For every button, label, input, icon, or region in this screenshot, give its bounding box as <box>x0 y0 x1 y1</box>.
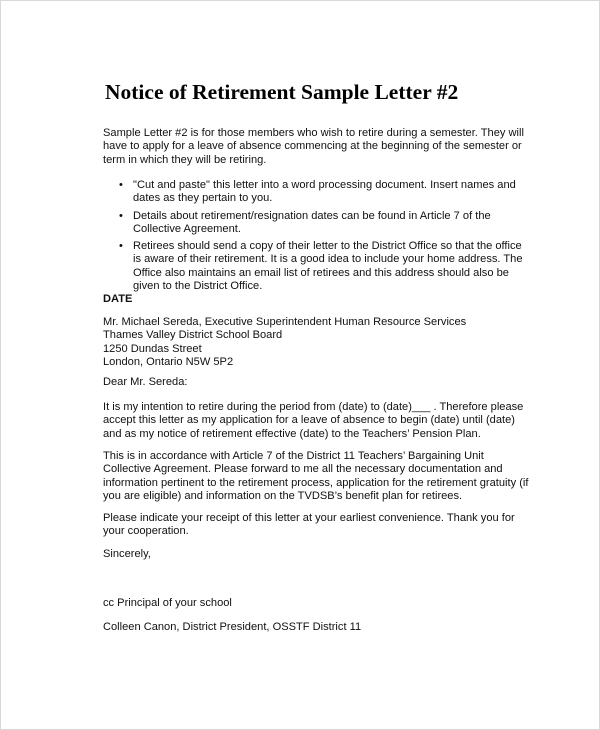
text-line: is aware of their retirement. It is a good idea to include your home address. The <box>133 253 523 266</box>
date-label: DATE <box>103 293 133 305</box>
address-line: Thames Valley District School Board <box>103 329 283 342</box>
bullet-icon: • <box>119 209 123 222</box>
instructions-list <box>103 179 523 297</box>
text-line: given to the District Office. <box>133 280 263 293</box>
bullet-icon: • <box>119 240 123 253</box>
text-line: have to apply for a leave of absence commencing at the beginning of the semester or <box>103 140 522 153</box>
address-line: 1250 Dundas Street <box>103 342 202 355</box>
text-line: Sample Letter #2 is for those members who wish to retire during a semester. They will <box>103 127 524 139</box>
body-paragraph-1 <box>103 401 523 441</box>
list-item <box>103 240 523 293</box>
text-line: This is in accordance with Article 7 of the District 11 Teachers’ Bargaining Unit <box>103 450 484 462</box>
text-line: "Cut and paste" this letter into a word processing document. Insert names and <box>133 179 516 191</box>
text-line: Retirees should send a copy of their letter to the District Office so that the office <box>133 240 522 253</box>
cc-line: cc Principal of your school <box>103 597 232 609</box>
cc-line: Colleen Canon, District President, OSSTF District 11 <box>103 621 362 633</box>
text-line: It is my intention to retire during the period from (date) to (date)___ . Therefore please <box>103 401 524 413</box>
page-title: Notice of Retirement Sample Letter #2 <box>105 80 459 104</box>
text-line: dates as they pertain to you. <box>133 192 273 205</box>
intro-paragraph <box>103 127 523 167</box>
text-line: you are eligible) and information on the TVDSB’s benefit plan for retirees. <box>103 489 463 502</box>
text-line: Collective Agreement. <box>133 222 241 235</box>
text-line: and as my notice of retirement effective (date) to the Teachers’ Pension Plan. <box>103 427 481 440</box>
address-line: London, Ontario N5W 5P2 <box>103 355 234 368</box>
text-line: Please indicate your receipt of this letter at your earliest convenience. Thank you for <box>103 512 515 524</box>
list-item <box>103 210 523 237</box>
salutation: Dear Mr. Sereda: <box>103 376 188 388</box>
text-line: Office also maintains an email list of retirees and this address should also be <box>133 266 509 279</box>
closing: Sincerely, <box>103 548 151 560</box>
text-line: term in which they will be retiring. <box>103 153 267 166</box>
list-item <box>103 179 523 206</box>
address-line: Mr. Michael Sereda, Executive Superintendent Human Resource Services <box>103 316 467 328</box>
text-line: information pertinent to the retirement process, application for the retirement gratuity (if <box>103 476 529 489</box>
recipient-address <box>103 316 523 369</box>
body-paragraph-2 <box>103 450 529 503</box>
bullet-icon: • <box>119 179 123 191</box>
text-line: accept this letter as my application for a leave of absence to begin (date) until (date) <box>103 414 515 427</box>
text-line: Collective Agreement. Please forward to me all the necessary documentation and <box>103 463 503 476</box>
body-paragraph-3 <box>103 512 523 539</box>
text-line: your cooperation. <box>103 525 189 538</box>
text-line: Details about retirement/resignation dates can be found in Article 7 of the <box>133 209 491 222</box>
